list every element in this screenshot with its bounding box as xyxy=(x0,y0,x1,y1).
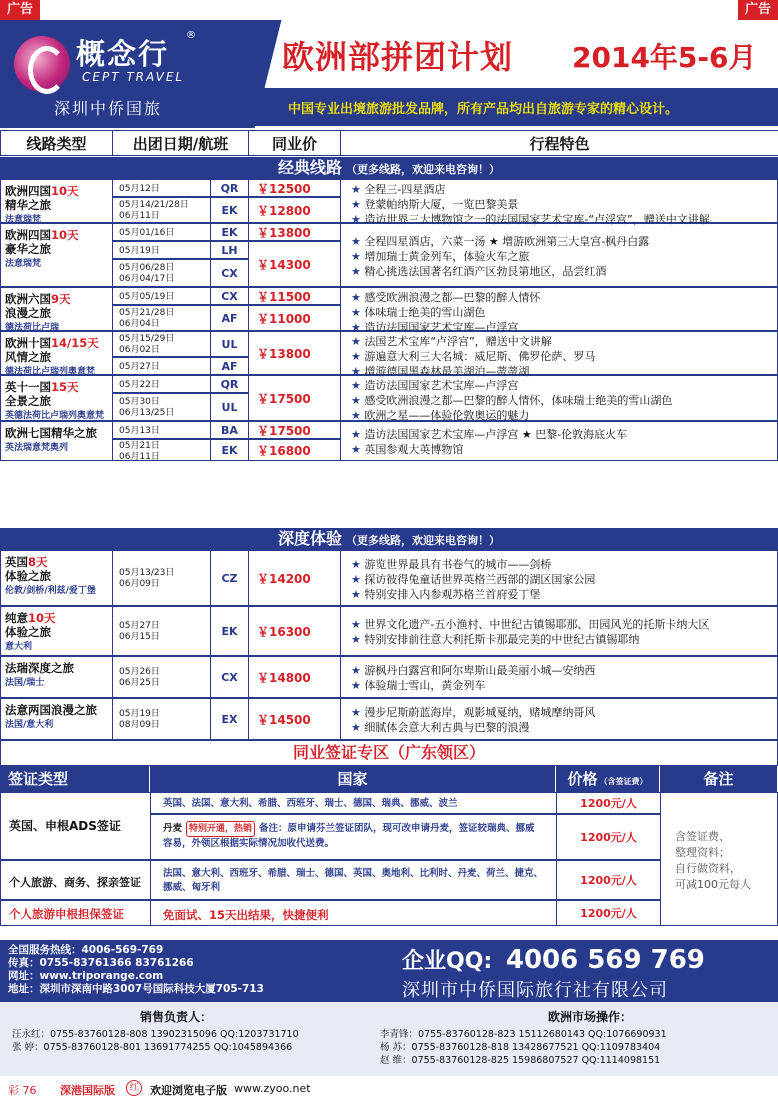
route-name-sub: 体验之旅 xyxy=(5,625,51,639)
section-note: （更多线路，欢迎来电咨询！） xyxy=(346,163,500,176)
airline-code: CZ xyxy=(210,550,249,606)
route-name xyxy=(5,380,108,394)
feature-item xyxy=(341,427,777,442)
visa-header-cell xyxy=(150,766,556,792)
feature-item xyxy=(341,249,777,264)
visa-type-personal xyxy=(0,860,151,900)
airline-code: EK xyxy=(210,223,249,241)
route-destinations: 法意瑞梵 xyxy=(5,259,42,269)
dates-text: 05月19日 08月09日 xyxy=(119,709,160,730)
feature-item xyxy=(341,378,777,393)
date-range: 2014年5-6月 xyxy=(572,41,757,74)
feature-text: 感受欧洲浪漫之都—巴黎的醉人情怀，体味瑞士绝美的雪山湖色 xyxy=(364,394,673,407)
visa-header-label: 签证类型 xyxy=(8,770,69,788)
feature-text: 游枫丹白露宫和阿尔卑斯山最美丽小城—安纳西 xyxy=(364,664,596,677)
route-name-main: 欧洲四国 xyxy=(5,228,51,242)
footer xyxy=(0,1078,778,1100)
table-header-cell: 出团日期/航班 xyxy=(112,130,249,156)
price: ￥12800 xyxy=(248,197,341,223)
route-name-main: 欧洲六国 xyxy=(5,292,51,306)
logo-english: CEPT TRAVEL xyxy=(82,70,185,84)
feature-text: 游览世界最具有书卷气的城市——剑桥 xyxy=(364,557,552,571)
feature-text: 体验瑞士雪山，黄金列车 xyxy=(364,679,486,692)
page-number: 彩 76 xyxy=(8,1084,37,1097)
star-icon: ★ xyxy=(351,618,365,631)
dates-text: 05月27日 xyxy=(119,361,160,372)
route-name-sub: 浪漫之旅 xyxy=(5,306,51,320)
route-name-main: 纯意 xyxy=(5,611,28,625)
feature-item xyxy=(341,264,777,279)
feature-item xyxy=(341,334,777,349)
route-features-cell xyxy=(340,550,778,606)
departure-dates xyxy=(112,698,211,740)
feature-text: 世界文化遗产-五小渔村、中世纪古镇锡耶那、田园风光的托斯卡纳大区 xyxy=(364,618,710,631)
route-features-cell xyxy=(340,223,778,287)
hot-badge: 特别开通，热销 xyxy=(186,821,255,837)
route-name-main: 欧洲四国 xyxy=(5,184,51,198)
dates-text: 05月19日 xyxy=(119,245,160,256)
visa-price: 1200元/人 xyxy=(556,792,661,814)
departure-dates xyxy=(112,223,211,241)
dates-text: 05月06/28日 06月04/17日 xyxy=(119,263,175,284)
dates-text: 05月05/19日 xyxy=(119,291,175,302)
price: ￥11500 xyxy=(248,287,341,305)
star-icon: ★ xyxy=(351,379,365,392)
feature-text: 造访法国国家艺术宝库—卢浮宫 xyxy=(364,379,519,392)
route-features-cell xyxy=(340,375,778,421)
feature-item xyxy=(341,197,777,212)
route-features-cell xyxy=(340,656,778,698)
feature-text: 法国艺术宝库“卢浮宫”，赠送中文讲解 xyxy=(364,335,552,348)
star-icon: ★ xyxy=(351,321,365,334)
table-header-cell: 行程特色 xyxy=(340,130,778,156)
route-name xyxy=(5,611,108,625)
dates-text: 05月21/28日 06月04日 xyxy=(119,308,175,329)
qq-line xyxy=(402,944,705,975)
star-icon: ★ xyxy=(351,365,365,378)
dates-text: 05月13/23日 06月09日 xyxy=(119,568,175,589)
route-name-cell xyxy=(0,375,113,421)
star-icon: ★ xyxy=(351,394,365,407)
departure-dates xyxy=(112,375,211,393)
table-header-cell: 线路类型 xyxy=(0,130,113,156)
route-name xyxy=(5,292,108,306)
feature-item xyxy=(341,720,777,735)
price: ￥14200 xyxy=(248,550,341,606)
feature-item xyxy=(341,617,777,632)
visa-header-label: 备注 xyxy=(703,770,734,788)
company-name: 深圳市中侨国际旅行社有限公司 xyxy=(402,980,668,1001)
footer-url[interactable]: www.zyoo.net xyxy=(234,1082,311,1095)
visa-remark-text: 含签证费、 整理资料； 自行做资料， 可减100元每人 xyxy=(675,830,751,891)
route-destinations: 法国/瑞士 xyxy=(5,678,45,688)
departure-dates xyxy=(112,331,211,357)
departure-dates xyxy=(112,656,211,698)
route-name-cell xyxy=(0,656,113,698)
visa-type-guarantee xyxy=(0,900,151,926)
route-name-sub: 全景之旅 xyxy=(5,394,51,408)
route-name-main: 英十一国 xyxy=(5,380,51,394)
visa-header-cell xyxy=(556,766,660,792)
edition-circle: 红 xyxy=(126,1080,142,1096)
star-icon: ★ xyxy=(351,572,365,586)
visa-type-label: 个人旅游、商务、探亲签证 xyxy=(9,876,141,889)
feature-text: 特别安排入内参观苏格兰首府爱丁堡 xyxy=(364,587,541,601)
route-name-cell xyxy=(0,606,113,656)
airline-code: CX xyxy=(210,656,249,698)
star-icon: ★ xyxy=(351,679,365,692)
star-icon: ★ xyxy=(351,443,365,456)
slogan: 中国专业出境旅游批发品牌，所有产品均出自旅游专家的精心设计。 xyxy=(288,102,679,117)
sales-left-title: 销售负责人： xyxy=(140,1010,213,1024)
route-name xyxy=(5,426,108,440)
hotline: 全国服务热线：4006-569-769 xyxy=(8,944,164,956)
address: 地址：深圳市深南中路3007号国际科技大厦705-713 xyxy=(8,983,264,995)
visa-title: 同业签证专区（广东领区） xyxy=(292,743,485,762)
route-days: 10天 xyxy=(51,184,79,198)
star-icon: ★ xyxy=(351,264,365,278)
price: ￥17500 xyxy=(248,421,341,439)
visa-guarantee-desc xyxy=(150,900,557,926)
airline-code: QR xyxy=(210,375,249,393)
ad-label-left: 广告 xyxy=(0,0,40,20)
airline-code: EK xyxy=(210,606,249,656)
header xyxy=(0,20,778,128)
sales-right-line: 赵 维：0755-83760128-825 15986807527 QQ:1114098151 xyxy=(380,1055,661,1066)
feature-item xyxy=(341,182,777,197)
feature-item xyxy=(341,442,777,457)
visa-type-ads xyxy=(0,792,151,860)
dates-text: 05月26日 06月25日 xyxy=(119,667,160,688)
feature-text: 游遍意大利三大名城：威尼斯、佛罗伦萨、罗马 xyxy=(364,350,596,363)
airline-code: UL xyxy=(210,331,249,357)
star-icon: ★ xyxy=(351,306,365,319)
route-name-main: 法意两国浪漫之旅 xyxy=(5,703,97,717)
airline-code: EX xyxy=(210,698,249,740)
airline-code: CX xyxy=(210,259,249,287)
departure-dates xyxy=(112,393,211,421)
dates-text: 05月13日 xyxy=(119,425,160,436)
feature-text: 欧洲之星——体验伦敦奥运的魅力 xyxy=(364,409,530,422)
logo-name: 概念行 xyxy=(76,37,170,71)
star-icon: ★ xyxy=(351,557,365,571)
feature-item xyxy=(341,678,777,693)
feature-item xyxy=(341,632,777,647)
visa-header-cell xyxy=(660,766,778,792)
dates-text: 05月12日 xyxy=(119,183,160,194)
route-name-main: 法瑞深度之旅 xyxy=(5,661,74,675)
departure-dates xyxy=(112,197,211,223)
star-icon: ★ xyxy=(351,183,365,196)
route-destinations: 英德法荷比卢瑞列奥意梵 xyxy=(5,411,105,421)
visa-country-denmark: 丹麦 xyxy=(163,823,183,834)
departure-dates xyxy=(112,421,211,439)
feature-text: 全程四星酒店，六菜一汤 ★ 增游欧洲第三大皇宫-枫丹白露 xyxy=(364,234,650,248)
route-days: 15天 xyxy=(51,380,79,394)
route-features-cell xyxy=(340,287,778,334)
route-name xyxy=(5,661,108,675)
visa-note-text: 备注：原申请芬兰签证团队，现可改申请丹麦，签证较瑞典、挪威容易，外领区根据实际情况加收代送费。 xyxy=(163,823,535,849)
route-days: 8天 xyxy=(28,555,48,569)
star-icon: ★ xyxy=(351,213,365,226)
feature-text: 体味瑞士绝美的雪山湖色 xyxy=(364,306,486,319)
airline-code: UL xyxy=(210,393,249,421)
qq-number: 4006 569 769 xyxy=(505,945,705,975)
departure-dates xyxy=(112,357,211,375)
sales-right-line: 李青锋：0755-83760128-823 15112680143 QQ:1076690931 xyxy=(380,1029,667,1040)
star-icon: ★ xyxy=(351,234,365,248)
feature-text: 造访法国国家艺术宝库—卢浮宫 xyxy=(364,321,519,334)
dates-text: 05月21日 06月11日 xyxy=(119,441,160,462)
route-name-sub: 体验之旅 xyxy=(5,569,51,583)
dates-text: 05月14/21/28日 06月11日 xyxy=(119,200,189,221)
visa-header-cell xyxy=(0,766,150,792)
airline-code: EK xyxy=(210,439,249,461)
section-bar-classic xyxy=(0,157,778,179)
route-features-cell xyxy=(340,421,778,461)
feature-text: 增游德国黑森林最美湖泊—蒂蒂湖 xyxy=(364,365,530,378)
star-icon: ★ xyxy=(351,587,365,601)
route-features-cell xyxy=(340,331,778,378)
airline-code: CX xyxy=(210,287,249,305)
feature-item xyxy=(341,557,777,572)
departure-dates xyxy=(112,305,211,331)
dates-text: 05月15/29日 06月02日 xyxy=(119,334,175,355)
edition: 深港国际版 xyxy=(60,1084,115,1097)
visa-type-label: 英国、申根ADS签证 xyxy=(9,819,121,833)
visa-price-note: （含签证费） xyxy=(599,777,648,786)
feature-item xyxy=(341,663,777,678)
route-features-cell xyxy=(340,698,778,740)
route-name-sub: 豪华之旅 xyxy=(5,242,51,256)
route-days: 9天 xyxy=(51,292,71,306)
star-icon: ★ xyxy=(351,721,365,734)
section-title: 经典线路 xyxy=(277,158,342,177)
logo-subtitle: 深圳中侨国旅 xyxy=(54,99,163,118)
star-icon: ★ xyxy=(351,706,365,719)
route-name-main: 欧洲十国 xyxy=(5,336,51,350)
feature-text: 登蒙帕纳斯大厦，一览巴黎美景 xyxy=(364,198,519,211)
route-name-cell xyxy=(0,550,113,606)
route-days: 10天 xyxy=(28,611,56,625)
visa-remark xyxy=(660,792,778,926)
star-icon: ★ xyxy=(351,291,365,304)
price: ￥11000 xyxy=(248,305,341,331)
star-icon: ★ xyxy=(351,350,365,363)
departure-dates xyxy=(112,550,211,606)
feature-text: 英国参观大英博物馆 xyxy=(364,443,464,456)
feature-text: 精心挑选法国著名红酒产区勃艮第地区，品尝红酒 xyxy=(364,264,607,278)
visa-guarantee-text: 免面试、15天出结果，快捷便利 xyxy=(163,908,329,922)
visa-header-label: 国家 xyxy=(337,770,368,788)
visa-header-label: 价格 xyxy=(567,770,598,788)
star-icon: ★ xyxy=(351,428,365,441)
section-note: （更多线路，欢迎来电咨询！） xyxy=(346,534,500,547)
table-header-cell: 同业价 xyxy=(248,130,341,156)
fax: 传真：0755-83761366 83761266 xyxy=(8,957,194,969)
route-name xyxy=(5,184,108,198)
feature-text: 造访世界三大博物馆之一的法国国家艺术宝库-“卢浮宫”，赠送中文讲解 xyxy=(364,213,710,226)
price: ￥13800 xyxy=(248,223,341,241)
route-name-main: 英国 xyxy=(5,555,28,569)
section-title: 深度体验 xyxy=(277,529,342,548)
feature-text: 造访法国国家艺术宝库—卢浮宫 ★ 巴黎-伦敦海底火车 xyxy=(364,428,628,441)
departure-dates xyxy=(112,287,211,305)
route-destinations: 德法荷比卢瑞 xyxy=(5,323,60,333)
feature-item xyxy=(341,290,777,305)
route-destinations: 德法荷比卢瑞列奥意梵 xyxy=(5,367,96,377)
dates-text: 05月30日 06月13/25日 xyxy=(119,397,175,418)
section-bar-deep xyxy=(0,528,778,550)
route-destinations: 法意瑞梵 xyxy=(5,215,42,225)
star-icon: ★ xyxy=(351,335,365,348)
departure-dates xyxy=(112,439,211,461)
departure-dates xyxy=(112,241,211,259)
route-name xyxy=(5,555,108,569)
price: ￥14300 xyxy=(248,241,341,287)
route-name-cell xyxy=(0,331,113,375)
contact-bar xyxy=(0,940,778,1002)
price: ￥12500 xyxy=(248,179,341,197)
route-name xyxy=(5,336,108,350)
airline-code: QR xyxy=(210,179,249,197)
airline-code: BA xyxy=(210,421,249,439)
visa-type-label: 个人旅游申根担保签证 xyxy=(9,907,124,921)
dates-text: 05月01/16日 xyxy=(119,227,175,238)
price: ￥16800 xyxy=(248,439,341,461)
feature-text: 增加瑞士黄金列车，体验火车之旅 xyxy=(364,249,530,263)
feature-item xyxy=(341,305,777,320)
feature-text: 感受欧洲浪漫之都—巴黎的醉人情怀 xyxy=(364,291,541,304)
sales-left-line: 汪永红：0755-83760128-808 13902315096 QQ:1203731710 xyxy=(12,1029,299,1040)
visa-header-row xyxy=(0,766,778,792)
visa-price: 1200元/人 xyxy=(556,900,661,926)
airline-code: EK xyxy=(210,197,249,223)
star-icon: ★ xyxy=(351,409,365,422)
footer-text: 欢迎浏览电子版 xyxy=(150,1084,227,1097)
qq-label: 企业QQ: xyxy=(402,949,493,974)
visa-denmark-note xyxy=(163,821,544,851)
feature-item xyxy=(341,393,777,408)
price: ￥17500 xyxy=(248,375,341,421)
route-features-cell xyxy=(340,606,778,656)
route-destinations: 意大利 xyxy=(5,642,33,652)
visa-title-bar xyxy=(0,740,778,766)
price: ￥13800 xyxy=(248,331,341,375)
website: 网址：www.triporange.com xyxy=(8,970,164,982)
airline-code: AF xyxy=(210,357,249,375)
feature-item xyxy=(341,234,777,249)
visa-countries: 法国、意大利、西班牙、希腊、瑞士、德国、英国、奥地利、比利时、丹麦、荷兰、捷克、挪威、匈牙利 xyxy=(163,868,544,893)
feature-text: 漫步尼斯蔚蓝海岸，观影城戛纳，赌城摩纳哥风 xyxy=(364,706,596,719)
dates-text: 05月22日 xyxy=(119,379,160,390)
star-icon: ★ xyxy=(351,198,365,211)
route-name-cell xyxy=(0,698,113,740)
airline-code: AF xyxy=(210,305,249,331)
feature-text: 探访彼得兔童话世界英格兰西部的湖区国家公园 xyxy=(364,572,596,586)
sales-left-line: 张 婷：0755-83760128-801 13691774255 QQ:1045894366 xyxy=(12,1042,293,1053)
feature-item xyxy=(341,572,777,587)
cept-logo-icon xyxy=(14,36,70,92)
registered-mark: ® xyxy=(186,30,196,41)
route-days: 10天 xyxy=(51,228,79,242)
route-destinations: 英法瑞意梵奥列 xyxy=(5,443,69,453)
price: ￥14800 xyxy=(248,656,341,698)
route-name-sub: 风情之旅 xyxy=(5,350,51,364)
ad-label-right: 广告 xyxy=(738,0,778,20)
page-title: 欧洲部拼团计划 xyxy=(282,38,514,76)
star-icon: ★ xyxy=(351,633,365,646)
visa-price: 1200元/人 xyxy=(556,814,661,860)
route-name-sub: 精华之旅 xyxy=(5,198,51,212)
route-destinations: 法国/意大利 xyxy=(5,720,54,730)
feature-text: 特别安排前往意大利托斯卡那最完美的中世纪古镇锡耶纳 xyxy=(364,633,640,646)
route-name-cell xyxy=(0,287,113,331)
feature-text: 全程三-四星酒店 xyxy=(364,183,446,196)
departure-dates xyxy=(112,179,211,197)
route-name-cell xyxy=(0,223,113,287)
visa-price: 1200元/人 xyxy=(556,860,661,900)
star-icon: ★ xyxy=(351,664,365,677)
sales-right-title: 欧洲市场操作： xyxy=(548,1010,633,1024)
price: ￥16300 xyxy=(248,606,341,656)
visa-countries-row2 xyxy=(150,814,557,860)
dates-text: 05月27日 06月15日 xyxy=(119,621,160,642)
price: ￥14500 xyxy=(248,698,341,740)
sales-contacts xyxy=(0,1002,778,1076)
sales-right-line: 杨 苏：0755-83760128-818 13428677521 QQ:1109783404 xyxy=(380,1042,661,1053)
route-name xyxy=(5,228,108,242)
departure-dates xyxy=(112,606,211,656)
route-features-cell xyxy=(340,179,778,226)
feature-text: 细腻体会意大利古典与巴黎的浪漫 xyxy=(364,721,530,734)
route-name-cell xyxy=(0,421,113,461)
route-name-cell xyxy=(0,179,113,223)
departure-dates xyxy=(112,259,211,287)
star-icon: ★ xyxy=(351,249,365,263)
feature-item xyxy=(341,349,777,364)
feature-item xyxy=(341,587,777,602)
route-days: 14/15天 xyxy=(51,336,99,350)
feature-item xyxy=(341,705,777,720)
visa-countries: 英国、法国、意大利、希腊、西班牙、瑞士、德国、瑞典、挪威、波兰 xyxy=(163,798,458,809)
airline-code: LH xyxy=(210,241,249,259)
route-destinations: 伦敦/剑桥/利兹/爱丁堡 xyxy=(5,586,96,596)
route-name-main: 欧洲七国精华之旅 xyxy=(5,426,97,440)
visa-countries-row3 xyxy=(150,860,557,900)
visa-countries-row1 xyxy=(150,792,557,814)
route-name xyxy=(5,703,108,717)
